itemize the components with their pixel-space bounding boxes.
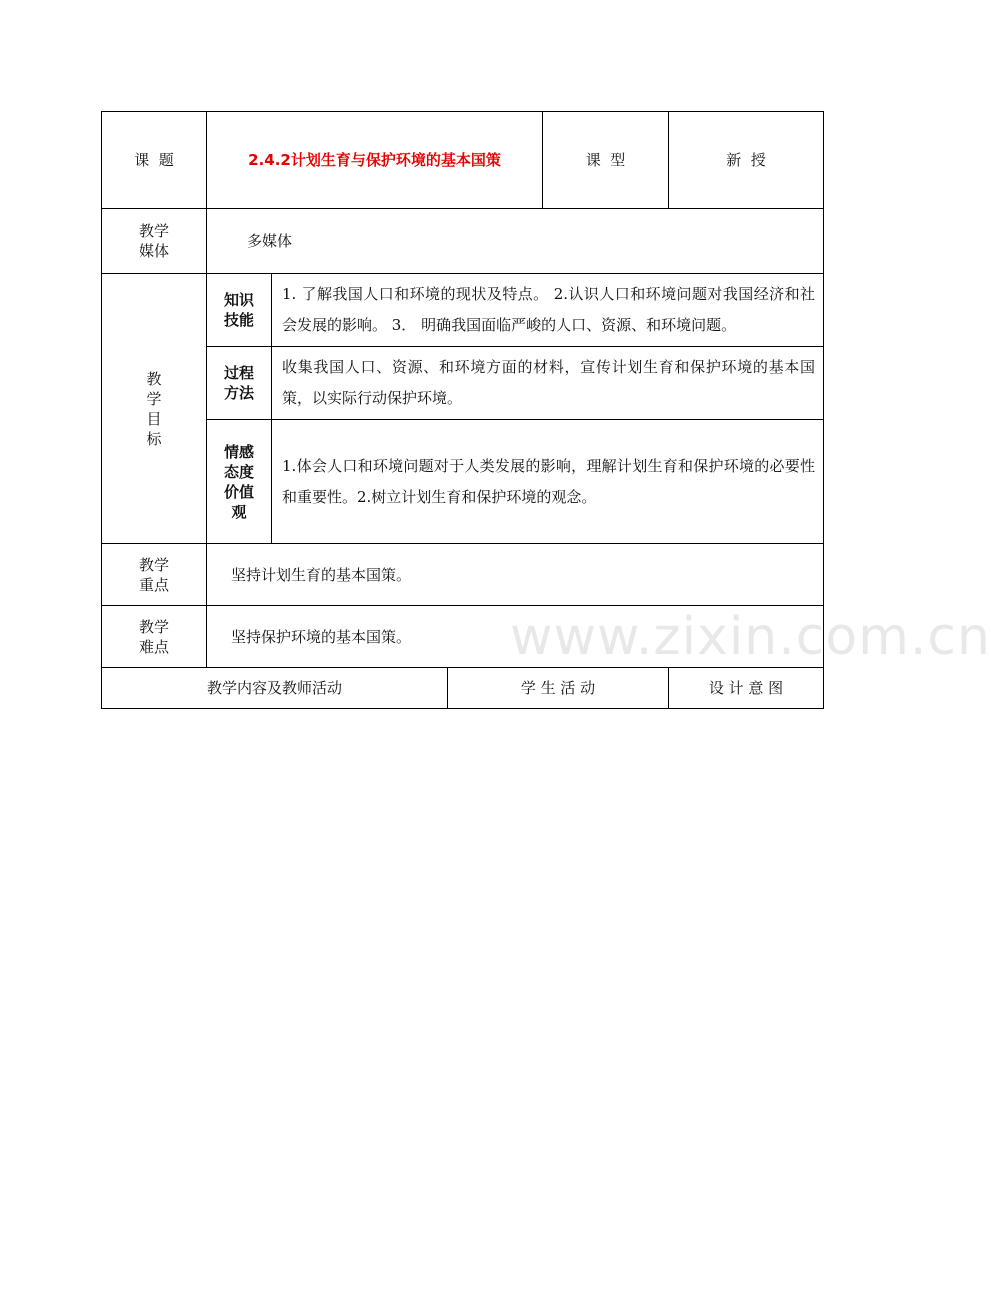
type-label: 课 型 bbox=[543, 112, 669, 209]
goal-text-process: 收集我国人口、资源、和环境方面的材料，宣传计划生育和保护环境的基本国策，以实际行动保护环境。 bbox=[272, 347, 824, 420]
goal-text-attitude: 1.体会人口和环境问题对于人类发展的影响，理解计划生育和保护环境的必要性和重要性。2.树立计划生育和保护环境的观念。 bbox=[272, 420, 824, 544]
goal-row-attitude bbox=[102, 420, 824, 544]
watermark: www.zixin.com.cn bbox=[510, 607, 991, 667]
key-point-label: 教学重点 bbox=[102, 544, 207, 606]
topic-label: 课 题 bbox=[102, 112, 207, 209]
difficulty-row bbox=[102, 606, 824, 668]
key-point-value: 坚持计划生育的基本国策。 bbox=[207, 544, 824, 606]
goal-row-process bbox=[102, 347, 824, 420]
teacher-activity-header: 教学内容及教师活动 bbox=[102, 668, 448, 709]
goal-sublabel-knowledge: 知识技能 bbox=[207, 274, 272, 347]
difficulty-label: 教学难点 bbox=[102, 606, 207, 668]
header-row bbox=[102, 112, 824, 209]
lesson-plan-table bbox=[101, 111, 824, 709]
goal-sublabel-attitude: 情感态度价值观 bbox=[207, 420, 272, 544]
goals-label: 教学目标 bbox=[102, 274, 207, 544]
student-activity-header: 学 生 活 动 bbox=[448, 668, 669, 709]
type-value: 新 授 bbox=[669, 112, 824, 209]
media-row bbox=[102, 209, 824, 274]
goal-text-knowledge: 1. 了解我国人口和环境的现状及特点。 2.认识人口和环境问题对我国经济和社会发展的影响。 3． 明确我国面临严峻的人口、资源、和环境问题。 bbox=[272, 274, 824, 347]
design-intent-header: 设 计 意 图 bbox=[669, 668, 824, 709]
activity-header-row bbox=[102, 668, 824, 709]
lesson-title: 2.4.2计划生育与保护环境的基本国策 bbox=[207, 112, 543, 209]
goal-row-knowledge bbox=[102, 274, 824, 347]
goal-sublabel-process: 过程方法 bbox=[207, 347, 272, 420]
difficulty-value: 坚持保护环境的基本国策。 bbox=[207, 606, 824, 668]
media-value: 多媒体 bbox=[207, 209, 824, 274]
key-point-row bbox=[102, 544, 824, 606]
media-label: 教学媒体 bbox=[102, 209, 207, 274]
